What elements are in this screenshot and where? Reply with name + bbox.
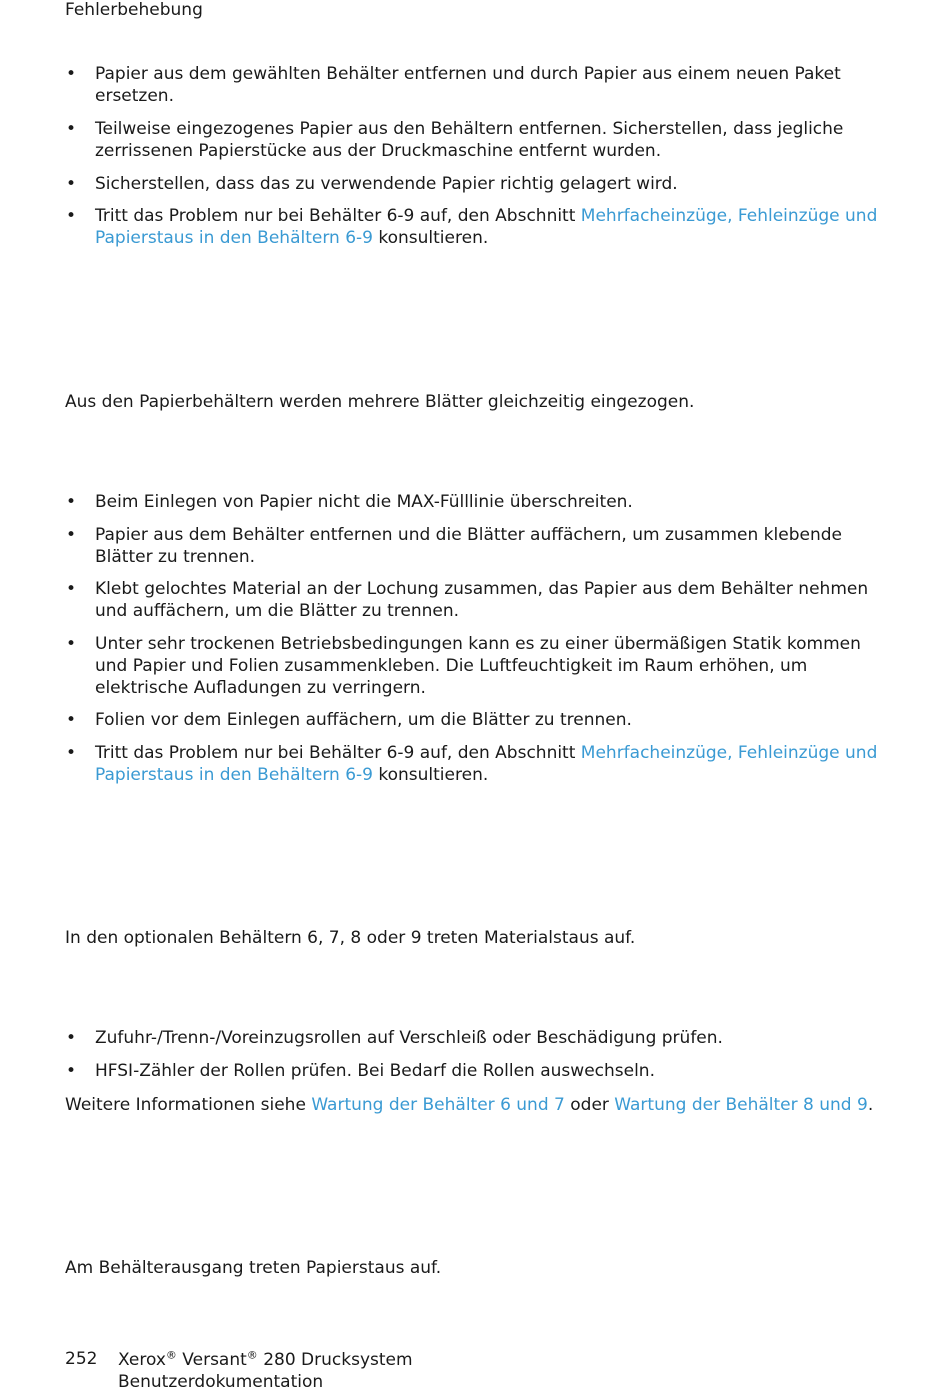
list-item bbox=[65, 173, 895, 195]
list-item bbox=[65, 709, 895, 731]
more-info-text: . bbox=[867, 1095, 874, 1115]
list-item bbox=[65, 578, 895, 622]
list-item-text: Tritt das Problem nur bei Behälter 6-9 auf, den Abschnitt bbox=[95, 206, 581, 226]
list-item bbox=[65, 205, 895, 249]
list-item-text: Beim Einlegen von Papier nicht die MAX-Fülllinie überschreiten. bbox=[95, 492, 633, 512]
list-item-text: Unter sehr trockenen Betriebsbedingungen kann es zu einer übermäßigen Statik kommen und Papier und Folien zusammenkleben. Die Luftfeuchtigkeit im Raum erhöhen, um elektrische Aufladungen zu verringern. bbox=[95, 634, 861, 698]
list-item-text: Papier aus dem gewählten Behälter entfernen und durch Papier aus einem neuen Paket ersetzen. bbox=[95, 64, 841, 106]
bullet-list-multifeed-remedies bbox=[65, 491, 895, 786]
link-multifeed-trays-6-9[interactable]: Mehrfacheinzüge, Fehleinzüge und Papierstaus in den Behältern 6-9 bbox=[95, 743, 878, 785]
list-item-text: HFSI-Zähler der Rollen prüfen. Bei Bedarf die Rollen auswechseln. bbox=[95, 1061, 655, 1081]
list-item-text: Folien vor dem Einlegen auffächern, um die Blätter zu trennen. bbox=[95, 710, 632, 730]
link-maintenance-trays-6-7[interactable]: Wartung der Behälter 6 und 7 bbox=[311, 1095, 565, 1115]
bullet-list-paper-jam-remedies bbox=[65, 63, 895, 249]
list-item bbox=[65, 742, 895, 786]
footer-product-info bbox=[118, 1349, 413, 1393]
link-multifeed-trays-6-9[interactable]: Mehrfacheinzüge, Fehleinzüge und Papierstaus in den Behältern 6-9 bbox=[95, 206, 878, 248]
registered-mark: ® bbox=[246, 1348, 258, 1362]
list-item-text: Teilweise eingezogenes Papier aus den Behältern entfernen. Sicherstellen, dass jegliche zerrissenen Papierstücke aus der Druckmaschine entfernt wurden. bbox=[95, 119, 844, 161]
list-item-text: Zufuhr-/Trenn-/Voreinzugsrollen auf Verschleiß oder Beschädigung prüfen. bbox=[95, 1028, 723, 1048]
list-item bbox=[65, 633, 895, 699]
list-item-text: Tritt das Problem nur bei Behälter 6-9 auf, den Abschnitt bbox=[95, 743, 581, 763]
page-header-section-title: Fehlerbehebung bbox=[65, 0, 203, 20]
bullet-list-roller-checks bbox=[65, 1027, 895, 1082]
list-item-text: Klebt gelochtes Material an der Lochung zusammen, das Papier aus dem Behälter nehmen und auffächern, um die Blätter zu trennen. bbox=[95, 579, 869, 621]
list-item-text: Sicherstellen, dass das zu verwendende Papier richtig gelagert wird. bbox=[95, 174, 678, 194]
list-item bbox=[65, 1027, 895, 1049]
document-type: Benutzerdokumentation bbox=[118, 1372, 324, 1392]
list-item bbox=[65, 1060, 895, 1082]
page-number: 252 bbox=[65, 1349, 98, 1369]
more-info-text: Weitere Informationen siehe bbox=[65, 1095, 312, 1115]
registered-mark: ® bbox=[165, 1348, 177, 1362]
more-info-text: oder bbox=[564, 1095, 615, 1115]
list-item bbox=[65, 524, 895, 568]
product-name: Xerox® Versant® 280 Drucksystem bbox=[118, 1348, 413, 1370]
list-item bbox=[65, 118, 895, 162]
list-item-text: Papier aus dem Behälter entfernen und die Blätter auffächern, um zusammen klebende Blätter zu trennen. bbox=[95, 525, 842, 567]
link-maintenance-trays-8-9[interactable]: Wartung der Behälter 8 und 9 bbox=[614, 1095, 868, 1115]
problem-description-tray-exit: Am Behälterausgang treten Papierstaus auf. bbox=[65, 1258, 442, 1278]
problem-description-multifeed: Aus den Papierbehältern werden mehrere Blätter gleichzeitig eingezogen. bbox=[65, 392, 695, 412]
more-info-paragraph bbox=[65, 1094, 895, 1116]
list-item-text: konsultieren. bbox=[372, 228, 489, 248]
list-item bbox=[65, 63, 895, 107]
list-item-text: konsultieren. bbox=[372, 765, 489, 785]
list-item bbox=[65, 491, 895, 513]
problem-description-optional-trays: In den optionalen Behältern 6, 7, 8 oder 9 treten Materialstaus auf. bbox=[65, 928, 636, 948]
